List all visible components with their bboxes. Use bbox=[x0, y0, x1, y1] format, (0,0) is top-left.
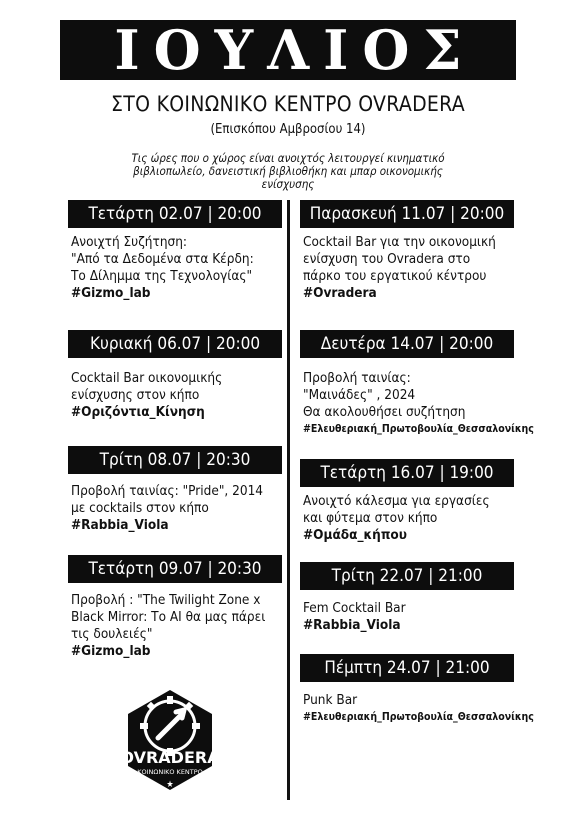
event-description: Punk Bar bbox=[303, 692, 358, 708]
event-date-header: Τετάρτη 09.07 | 20:30 bbox=[68, 555, 282, 583]
event-date-header: Πέμπτη 24.07 | 21:00 bbox=[300, 654, 514, 682]
event-organizer: #Ομάδα_κήπου bbox=[303, 527, 407, 543]
event-description: Προβολή : "The Twilight Zone x Black Mirror: Το AI θα μας πάρει τις δουλειές" bbox=[71, 592, 266, 642]
event-organizer: #Rabbia_Viola bbox=[71, 517, 169, 533]
event-organizer: #Rabbia_Viola bbox=[303, 617, 401, 633]
address: (Επισκόπου Αμβροσίου 14) bbox=[210, 122, 366, 137]
event-card bbox=[300, 330, 534, 438]
subtitle: ΣΤΟ ΚΟΙΝΩΝΙΚΟ ΚΕΝΤΡΟ OVRADERA bbox=[111, 92, 465, 116]
event-card bbox=[68, 555, 282, 660]
intro-text: Τις ώρες που ο χώρος είναι ανοιχτός λειτουργεί κινηματικό βιβλιοπωλείο, δανειστική βιβλιοθήκη και μπαρ οικονομικής ενίσχυσης bbox=[131, 151, 445, 191]
logo-name: OVRADERA bbox=[120, 748, 220, 767]
event-description: Cocktail Bar οικονομικής ενίσχυσης στον κήπο bbox=[71, 370, 223, 403]
event-description: Ανοιχτό κάλεσμα για εργασίες και φύτεμα στον κήπο bbox=[303, 493, 490, 526]
event-card bbox=[68, 330, 282, 421]
column-divider bbox=[287, 200, 290, 800]
event-description: Προβολή ταινίας: "Μαινάδες" , 2024 Θα ακολουθήσει συζήτηση bbox=[303, 370, 466, 420]
event-card bbox=[300, 654, 534, 726]
event-card bbox=[300, 459, 514, 544]
event-date-header: Παρασκευή 11.07 | 20:00 bbox=[300, 200, 514, 228]
logo-subtitle: ΚΟΙΝΩΝΙΚΟ ΚΕΝΤΡΟ bbox=[137, 768, 203, 776]
event-organizer: #Ελευθεριακή_Πρωτοβουλία_Θεσσαλονίκης bbox=[303, 423, 534, 435]
event-card bbox=[300, 200, 514, 302]
event-organizer: #Οριζόντια_Κίνηση bbox=[71, 404, 205, 420]
event-date-header: Τρίτη 22.07 | 21:00 bbox=[300, 562, 514, 590]
event-description: Fem Cocktail Bar bbox=[303, 600, 406, 616]
event-card bbox=[68, 446, 282, 534]
event-date-header: Τετάρτη 02.07 | 20:00 bbox=[68, 200, 282, 228]
event-date-header: Δευτέρα 14.07 | 20:00 bbox=[300, 330, 514, 358]
event-date-header: Κυριακή 06.07 | 20:00 bbox=[68, 330, 282, 358]
event-description: Cocktail Bar για την οικονομική ενίσχυση του Ovradera στο πάρκο του εργατικού κέντρου bbox=[303, 234, 496, 284]
event-organizer: #Ovradera bbox=[303, 285, 377, 301]
event-organizer: #Ελευθεριακή_Πρωτοβουλία_Θεσσαλονίκης bbox=[303, 711, 534, 723]
event-organizer: #Gizmo_lab bbox=[71, 643, 151, 659]
ovradera-logo bbox=[116, 688, 224, 800]
page-title: ΙΟΥΛΙΟΣ bbox=[114, 18, 476, 82]
event-card bbox=[68, 200, 282, 302]
event-description: Προβολή ταινίας: "Pride", 2014 με cocktails στον κήπο bbox=[71, 483, 264, 516]
title-banner bbox=[60, 20, 516, 80]
event-organizer: #Gizmo_lab bbox=[71, 285, 151, 301]
event-card bbox=[300, 562, 514, 634]
event-date-header: Τρίτη 08.07 | 20:30 bbox=[68, 446, 282, 474]
event-description: Ανοιχτή Συζήτηση: "Από τα Δεδομένα στα Κέρδη: Το Δίλημμα της Τεχνολογίας" bbox=[71, 234, 254, 284]
star-icon: ★ bbox=[166, 780, 174, 790]
event-date-header: Τετάρτη 16.07 | 19:00 bbox=[300, 459, 514, 487]
